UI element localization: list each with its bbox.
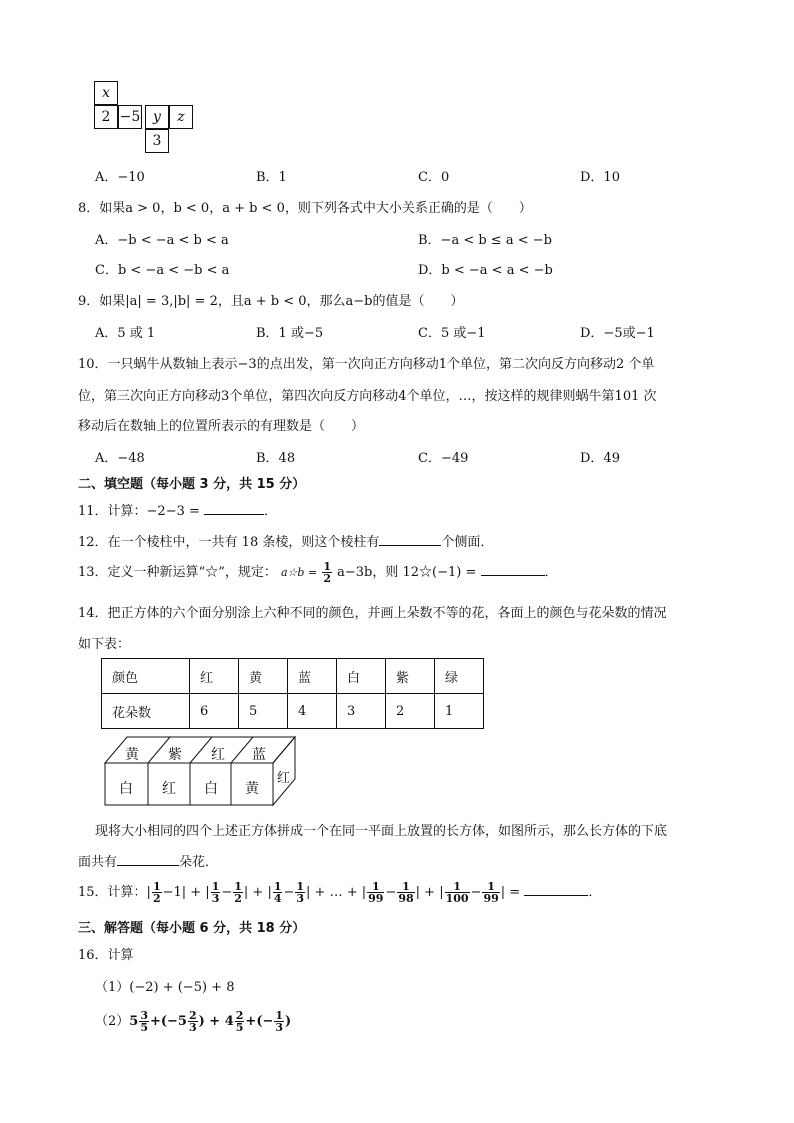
table-cell: 花朵数 [102,694,190,729]
q14-line-4-prefix: 面共有 [78,855,118,870]
q16-part-2-label: （2） [95,1014,130,1029]
table-cell: 黄 [239,659,288,694]
frac-denominator: 99 [368,892,384,905]
q13-fraction [322,561,332,584]
q13-expr-right: a−3b，则 [337,565,399,580]
q16-op: +(− [245,1014,274,1029]
table-cell: 2 [386,694,435,729]
q11-text: 11．计算：−2−3 = [78,504,200,519]
q16-frac [274,1010,284,1033]
q12-text: 12．在一个棱柱中，一共有 18 条棱，则这个棱柱有 [78,535,380,550]
q15-prefix: 15．计算：| [78,885,151,900]
frac-numerator: 1 [273,880,282,893]
frac-denominator: 98 [398,892,414,905]
frac-numerator: 1 [234,880,242,893]
q12-answer-blank[interactable] [379,533,441,546]
q15-frac [367,881,384,904]
q16-op: +(−5 [149,1014,187,1029]
cube-front-1: 白 [119,781,133,797]
q13-answer-blank[interactable] [481,563,545,576]
table-cell: 白 [337,659,386,694]
q15-frac [233,881,243,904]
q8-stem: 8．如果a > 0，b < 0，a + b < 0，则下列各式中大小关系正确的是（ ） [78,201,532,216]
q13-frac-numerator: 1 [323,560,331,573]
q15-frac [295,881,305,904]
q16-close: ) [285,1014,292,1029]
q7-option-d: D．10 [580,170,620,185]
q7-option-a: A．−10 [95,170,145,185]
q12 [78,531,493,550]
q16-frac [235,1010,245,1033]
net-cell-neg5: −5 [118,105,142,129]
q8-option-a: A．−b < −a < b < a [95,233,229,248]
q15-frac [211,881,221,904]
q13-suffix: ． [544,565,558,580]
q15-answer-blank[interactable] [524,883,588,896]
q13-text: 13．定义一种新运算“☆”，规定： [78,565,277,580]
q15-frac [482,881,499,904]
q15-sep: | + | [243,885,272,900]
frac-numerator: 1 [482,881,499,893]
q16-part-1: （1）(−2) + (−5) + 8 [95,980,235,995]
q14-line-4-suffix: 朵花． [179,855,219,870]
frac-denominator: 4 [273,892,282,905]
q16-p2-whole: 5 [129,1014,139,1029]
q15: 15．计算：| $\frac{1}{2}$ −1| + | $\frac{1}{3}$ − $\frac{1}{2}$ | + | $\frac{1}{4}$ − $\frac{1}{3}$ | + … + | $\frac{1}{99}$ − $\frac{1}{98}$ | + | $\frac{1}{100}$ − $\frac{1}{99}$ | = ． [78,880,602,905]
q13-expr-left: a☆b = [280,566,318,579]
q10-line-2: 位，第三次向正方向移动3个单位，第四次向反方向移动4个单位，…，按这样的规律则蜗牛第101 次 [78,389,657,404]
frac-denominator: 5 [235,1021,244,1034]
frac-numerator: 1 [397,881,414,893]
color-flower-table [101,658,484,729]
table-cell: 6 [190,694,239,729]
q10-line-3: 移动后在数轴上的位置所表示的有理数是（ ） [78,419,365,434]
q15-op: −1| [162,885,187,900]
table-cell: 1 [435,694,484,729]
q16-part-2 [95,1006,291,1038]
q7-option-c: C．0 [418,170,450,185]
frac-denominator: 99 [483,892,499,905]
q10-option-a: A．−48 [95,451,145,466]
frac-numerator: 2 [188,1009,197,1022]
q15-sep: | = [500,885,521,900]
q15-frac [397,881,414,904]
q9-option-c: C．5 或−1 [418,326,486,341]
q13 [78,561,558,584]
frac-denominator: 5 [140,1021,148,1034]
net-cell-2: 2 [94,105,118,129]
q16-op: ) + 4 [198,1014,234,1029]
q16-frac [139,1010,149,1033]
table-cell: 紫 [386,659,435,694]
frac-numerator: 1 [152,880,161,893]
q12-suffix: 个侧面． [441,535,494,550]
cube-top-1: 黄 [125,747,139,763]
table-cell: 蓝 [288,659,337,694]
q13-expr-calc: 12☆(−1) = [402,565,477,580]
table-cell: 颜色 [102,659,190,694]
frac-numerator: 1 [445,881,470,893]
q7-option-b: B．1 [256,170,287,185]
table-cell: 4 [288,694,337,729]
q16-title: 16．计算 [78,948,134,963]
cube-front-4: 黄 [245,781,259,797]
section-3-heading: 三、解答题（每小题 6 分，共 18 分） [78,921,306,936]
q9-option-d: D．−5或−1 [580,326,655,341]
frac-denominator: 3 [211,892,220,905]
q9-option-a: A．5 或 1 [95,326,156,341]
q10-option-c: C．−49 [418,451,469,466]
q11-answer-blank[interactable] [204,502,264,515]
frac-numerator: 2 [235,1009,244,1022]
cube-side: 红 [277,771,291,786]
q11 [78,500,277,519]
frac-denominator: 2 [152,892,161,905]
table-cell: 绿 [435,659,484,694]
cube-top-2: 紫 [168,747,182,763]
q15-frac [152,881,162,904]
cube-top-4: 蓝 [252,747,266,763]
frac-denominator: 3 [188,1021,197,1034]
q15-sep: | + … + | [306,885,367,900]
frac-denominator: 3 [296,892,305,905]
q13-frac-denominator: 2 [323,572,331,585]
q16-frac [188,1010,198,1033]
q15-frac [445,881,470,904]
table-row [102,694,484,729]
net-cell-z: z [169,105,193,129]
section-2-heading: 二、填空题（每小题 3 分，共 15 分） [78,477,306,492]
q9-stem: 9．如果|a| = 3,|b| = 2，且a + b < 0，那么a−b的值是（ ） [78,294,464,309]
cube-top-3: 红 [211,747,225,763]
frac-numerator: 1 [367,881,384,893]
table-row [102,659,484,694]
q15-suffix: ． [588,885,602,900]
q14-answer-blank[interactable] [117,853,179,866]
frac-numerator: 3 [140,1009,148,1022]
net-cell-x: x [94,81,118,105]
q14-line-1: 14．把正方体的六个面分别涂上六种不同的颜色，并画上朵数不等的花，各面上的颜色与花朵数的情况 [78,606,667,621]
q10-option-b: B．48 [256,451,296,466]
q14-line-3: 现将大小相同的四个上述正方体拼成一个在同一平面上放置的长方体，如图所示，那么长方体的下底 [95,824,668,839]
q8-option-d: D．b < −a < a < −b [418,263,553,278]
table-cell: 红 [190,659,239,694]
frac-numerator: 1 [275,1009,284,1022]
cube-front-2: 红 [162,781,176,797]
q11-suffix: ． [264,504,278,519]
table-cell: 5 [239,694,288,729]
q8-option-c: C．b < −a < −b < a [95,263,230,278]
net-cell-y: y [145,105,169,129]
frac-numerator: 1 [296,880,305,893]
q14-line-4 [78,851,218,870]
q15-sep: | + | [415,885,444,900]
q10-line-1: 10．一只蜗牛从数轴上表示−3的点出发，第一次向正方向移动1个单位，第二次向反方向移动2 个单 [78,357,655,372]
frac-denominator: 3 [275,1021,284,1034]
frac-denominator: 2 [234,892,242,905]
q15-sep: + | [186,885,210,900]
cube-front-3: 白 [204,781,218,797]
q8-option-b: B．−a < b ≤ a < −b [418,233,552,248]
table-cell: 3 [337,694,386,729]
q10-option-d: D．49 [580,451,620,466]
q15-frac [273,881,283,904]
frac-denominator: 100 [445,892,469,905]
net-cell-3: 3 [145,129,169,153]
q9-option-b: B．1 或−5 [256,326,324,341]
q14-line-2: 如下表： [78,637,131,652]
frac-numerator: 1 [211,880,220,893]
